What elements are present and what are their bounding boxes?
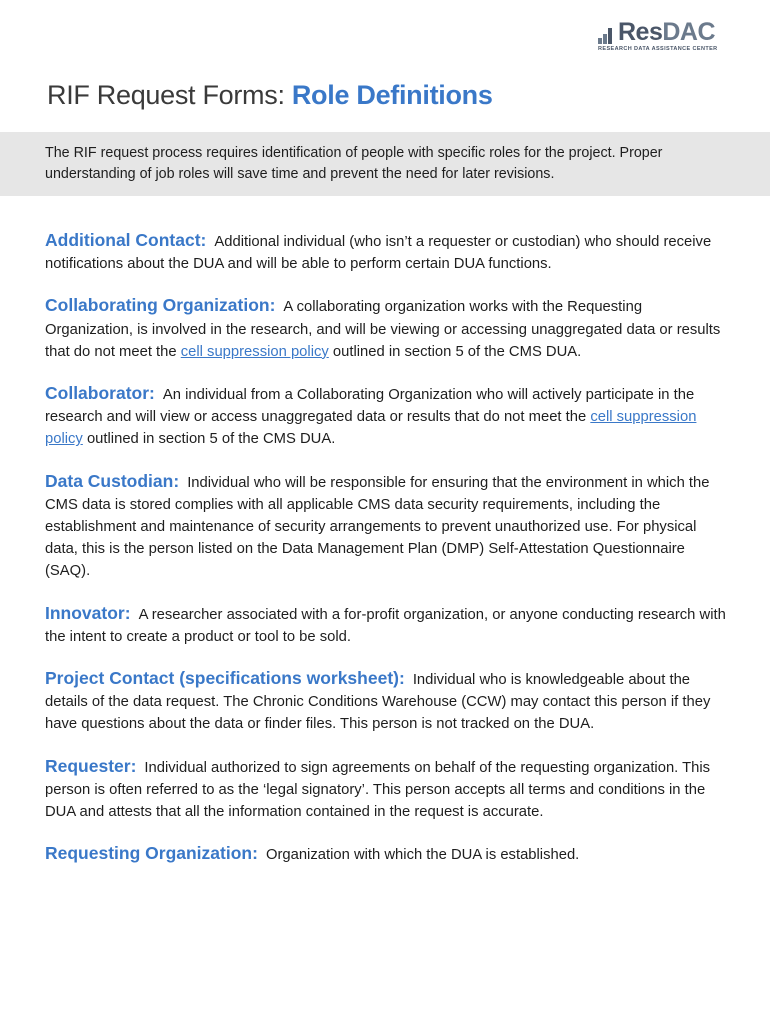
definition-requester <box>45 755 730 824</box>
cell-suppression-policy-link[interactable]: cell suppression policy <box>45 409 697 448</box>
term-label: Project Contact (specifications worksheet): <box>45 668 405 689</box>
logo-wordmark: ResDAC <box>618 18 716 46</box>
definition-text: An individual from a Collaborating Organization who will actively participate in the research and will view or access unaggregated data or results that do not meet the <box>45 387 695 426</box>
definitions-list <box>45 229 730 866</box>
cell-suppression-policy-link[interactable]: cell suppression policy <box>180 343 329 360</box>
term-label: Innovator: <box>45 602 131 623</box>
term-label: Collaborator: <box>45 383 155 404</box>
intro-text: The RIF request process requires identification of people with specific roles for the project. Proper understanding of job roles will save time and prevent the need for later revisions. <box>45 145 663 182</box>
definition-text: Organization with which the DUA is established. <box>265 847 580 864</box>
definition-project-contact <box>45 667 730 736</box>
logo-tagline: RESEARCH DATA ASSISTANCE CENTER <box>598 46 718 52</box>
resdac-logo <box>598 18 748 54</box>
definition-text: Individual authorized to sign agreements on behalf of the requesting organization. This person is often referred to as the ‘legal signatory’. This person accepts all terms and conditions in the DUA and attests that all the information contained in the request is accurate. <box>45 759 711 821</box>
page-title <box>47 80 493 111</box>
definition-text: Individual who is knowledgeable about the details of the data request. The Chronic Conditions Warehouse (CCW) may contact this person if they have questions about the data or finder files. This person is not tracked on the DUA. <box>45 672 711 733</box>
term-label: Collaborating Organization: <box>45 295 276 316</box>
definition-text: A researcher associated with a for-profit organization, or anyone conducting research with the intent to create a product or tool to be sold. <box>45 606 726 645</box>
term-label: Data Custodian: <box>45 470 180 491</box>
term-label: Requesting Organization: <box>45 843 258 864</box>
term-label: Additional Contact: <box>45 230 207 250</box>
definition-collaborating-organization <box>45 294 730 363</box>
definition-collaborator <box>45 382 730 451</box>
definition-text: Individual who will be responsible for ensuring that the environment in which the CMS data is stored complies with all applicable CMS data security requirements, including the establishment and maintenance of security arrangements to prevent unauthorized use. For physical data, this is the person listed on the Data Management Plan (DMP) Self-Attestation Questionnaire (SAQ). <box>45 474 710 580</box>
definition-text: outlined in section 5 of the CMS DUA. <box>82 431 336 448</box>
definition-text: Additional individual (who isn’t a requester or custodian) who should receive notifications about the DUA and will be able to perform certain DUA functions. <box>45 234 712 273</box>
definition-text: A collaborating organization works with the Requesting Organization, is involved in the research, and will be viewing or accessing unaggregated data or results that do not meet the <box>45 299 721 360</box>
definition-text: outlined in section 5 of the CMS DUA. <box>328 343 582 360</box>
definition-additional-contact <box>45 229 730 275</box>
bar-chart-logo-icon <box>598 28 616 44</box>
term-label: Requester: <box>45 755 137 776</box>
title-prefix: RIF Request Forms: <box>47 80 292 110</box>
definition-innovator <box>45 602 730 648</box>
definition-data-custodian <box>45 470 730 583</box>
definition-requesting-organization <box>45 842 730 866</box>
intro-band <box>0 132 770 196</box>
title-accent: Role Definitions <box>291 80 493 110</box>
